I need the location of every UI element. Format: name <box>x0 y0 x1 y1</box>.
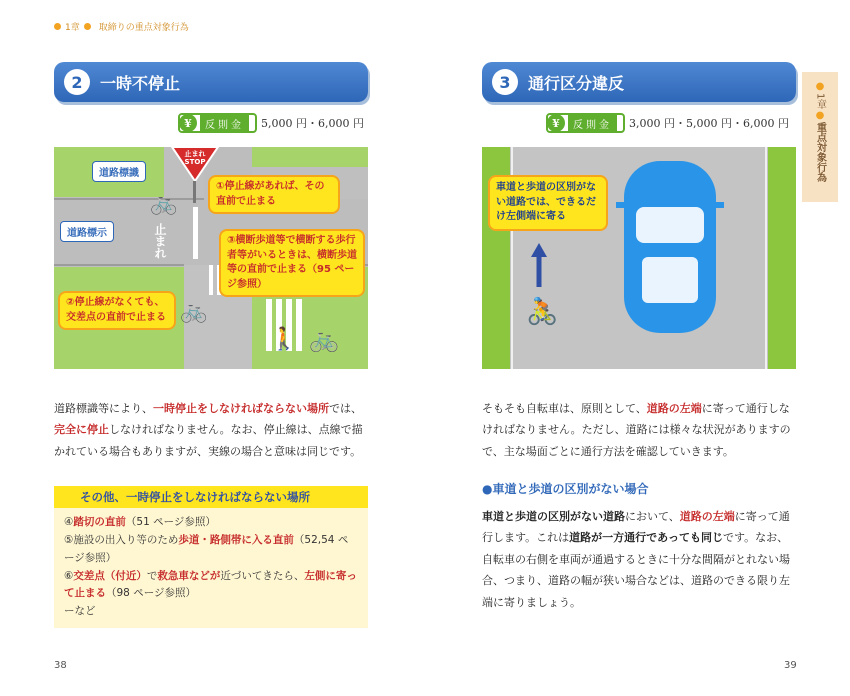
note-text: 近づいてきたら、 <box>220 569 305 582</box>
body-text: です。なお、自転車の右側を車両が通過するときに十分な間隔がとれない場合、つまり、道路の幅が狭い場合などは、道路のできる限り左端に寄りましょう。 <box>482 531 790 609</box>
note-text: ⑥ <box>64 569 74 582</box>
bullet-icon <box>54 23 61 30</box>
chapter-label: 1章 <box>65 23 80 33</box>
page-number-right: 39 <box>784 660 797 671</box>
yen-icon: ¥ <box>547 114 565 132</box>
section-number: 3 <box>492 69 518 95</box>
bold-text: 車道と歩道の区別がない道路 <box>482 510 625 523</box>
fine-row <box>546 113 789 133</box>
body-text: に寄って通行します。これは <box>482 510 790 545</box>
section-title-bar <box>482 62 796 102</box>
stop-sign-english: STOP <box>184 158 206 167</box>
body-text: 道路標識等により、 <box>54 402 153 415</box>
car-icon <box>616 161 724 333</box>
emphasis-text: 完全に停止 <box>54 423 109 437</box>
fine-label: 反則金 <box>200 115 249 132</box>
bullet-icon: ● <box>815 110 825 122</box>
fine-label: 反則金 <box>568 115 617 132</box>
header-title: 取締りの重点対象行為 <box>98 23 189 33</box>
road-diagram <box>482 147 796 369</box>
label-road-marking: 道路標示 <box>60 221 114 242</box>
callout-intersection: ②停止線がなくても、交差点の直前で止まる <box>58 291 176 330</box>
page-number-left: 38 <box>54 660 67 671</box>
body-text: では、 <box>329 402 362 415</box>
note-item <box>64 514 358 532</box>
note-emphasis: 踏切の直前 <box>73 516 126 528</box>
section-number: 2 <box>64 69 90 95</box>
running-header <box>54 20 189 33</box>
side-tab-chapter: 1章 <box>814 93 826 110</box>
section-title-bar <box>54 62 368 102</box>
road-paint-text: 止まれ <box>153 223 167 259</box>
callout-stop-line: ①停止線があれば、その直前で止まる <box>208 175 340 214</box>
note-text: ーなど <box>64 605 96 618</box>
fine-badge <box>178 113 257 133</box>
note-text: （98 ページ参照） <box>106 587 196 600</box>
yen-icon: ¥ <box>179 114 197 132</box>
bullet-icon <box>84 23 91 30</box>
cyclist-icon: 🚲 <box>309 325 339 353</box>
note-emphasis: 交差点（付近） <box>73 569 147 582</box>
body-text: しなければなりません。なお、停止線は、点線で描かれている場合もありますが、実線の場合と意味は同じです。 <box>54 423 363 458</box>
body-paragraph <box>482 506 798 613</box>
chapter-side-tab[interactable] <box>802 72 838 202</box>
note-text: （51 ページ参照） <box>125 516 216 528</box>
emphasis-text: 一時停止をしなければならない場所 <box>153 402 329 415</box>
note-item <box>64 603 358 621</box>
sign-pole <box>193 181 196 203</box>
cyclist-icon: 🚲 <box>180 299 208 324</box>
body-paragraph <box>482 398 798 462</box>
note-heading: その他、一時停止をしなければならない場所 <box>54 486 368 508</box>
bullet-icon: ● <box>815 81 825 92</box>
stop-sign-text: 止まれ <box>184 150 206 158</box>
fine-amount: 3,000 円・5,000 円・6,000 円 <box>629 117 789 130</box>
note-text: で <box>146 569 158 582</box>
section-title: 一時不停止 <box>100 73 181 93</box>
body-text: において、 <box>625 510 680 523</box>
fine-badge <box>546 113 625 133</box>
emphasis-text: 道路の左端 <box>679 510 735 523</box>
note-text: ⑤施設の出入り等のため <box>64 533 179 546</box>
fine-amount: 5,000 円・6,000 円 <box>261 117 364 130</box>
emphasis-text: 道路の左端 <box>646 402 702 415</box>
body-text: そもそも自転車は、原則として、 <box>482 402 647 415</box>
note-item <box>64 532 358 568</box>
note-text: （52,54 ページ参照） <box>64 533 349 564</box>
body-text: に寄って通行しなければなりません。ただし、道路には様々な状況がありますので、主な場面ごとに通行方法を確認していきます。 <box>482 402 791 458</box>
body-paragraph <box>54 398 370 462</box>
side-tab-title: 重点対象行為 <box>814 122 826 183</box>
note-text: ④ <box>64 516 74 528</box>
note-item <box>64 568 358 604</box>
pedestrian-icon: 🚶 <box>270 327 298 352</box>
label-road-sign: 道路標識 <box>92 161 146 182</box>
cyclist-icon: 🚴 <box>526 297 559 327</box>
bold-text: 道路が一方通行であっても同じ <box>569 531 724 545</box>
intersection-diagram <box>54 147 368 369</box>
note-emphasis: 歩道・路側帯に入る直前 <box>178 533 294 546</box>
note-emphasis: 救急車などが <box>157 569 221 582</box>
note-list <box>54 508 368 621</box>
note-emphasis: 左側に寄って止まる <box>64 569 357 600</box>
note-box <box>54 486 368 628</box>
callout-keep-left: 車道と歩道の区別がない道路では、できるだけ左側端に寄る <box>488 175 608 231</box>
callout-crosswalk: ③横断歩道等で横断する歩行者等がいるときは、横断歩道等の直前で止まる（95 ページ参照） <box>219 229 365 297</box>
section-title: 通行区分違反 <box>528 73 625 93</box>
subheading: ●車道と歩道の区別がない場合 <box>482 482 649 496</box>
cyclist-icon: 🚲 <box>150 191 178 216</box>
fine-row <box>178 113 364 133</box>
